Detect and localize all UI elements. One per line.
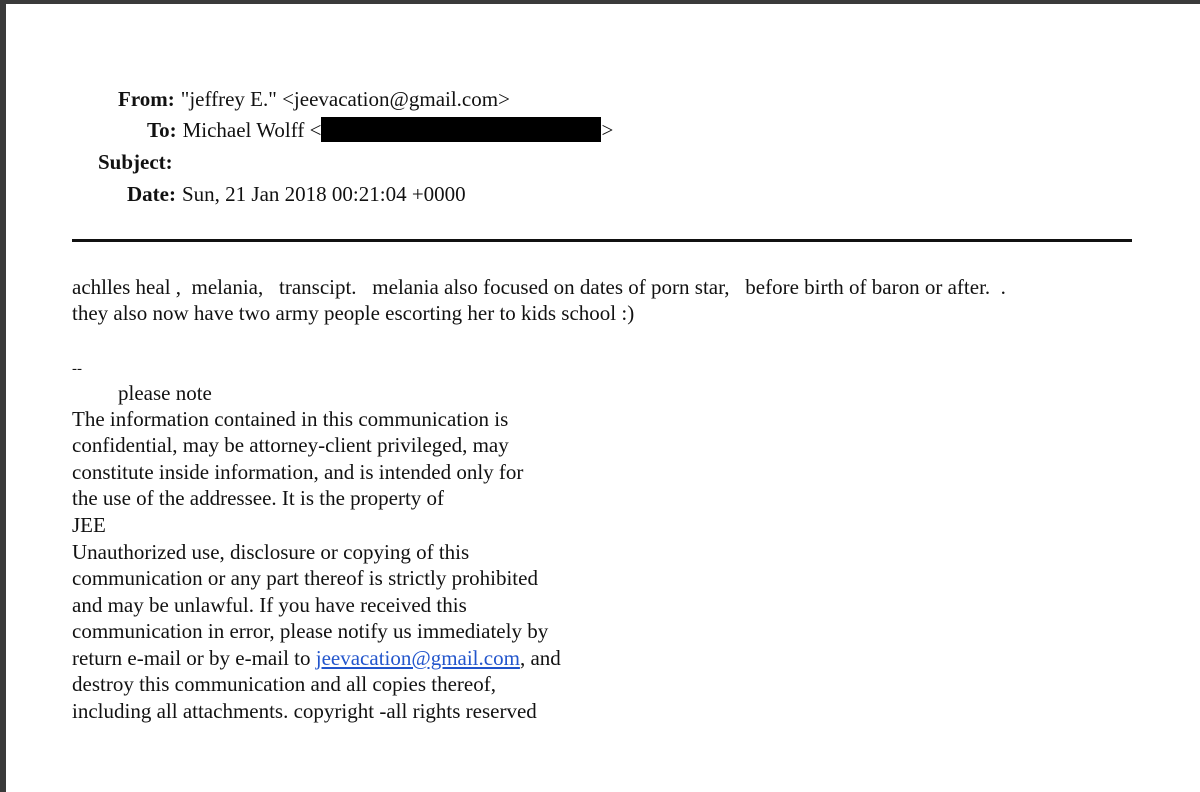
signature-separator: -- xyxy=(72,361,82,377)
disclaimer-line: confidential, may be attorney-client privileged, may xyxy=(72,433,509,457)
disclaimer-line: the use of the addressee. It is the property of xyxy=(72,486,445,510)
disclaimer-line: communication in error, please notify us immediately by xyxy=(72,619,549,643)
from-value: "jeffrey E." <jeevacation@gmail.com> xyxy=(180,87,510,111)
message-line: achlles heal , melania, transcipt. melania also focused on dates of porn star, before birth of baron or after. . xyxy=(72,275,1006,299)
disclaimer-line: JEE xyxy=(72,513,106,537)
to-label: To: xyxy=(147,118,177,142)
disclaimer-line: Unauthorized use, disclosure or copying of this xyxy=(72,540,470,564)
email-link[interactable]: jeevacation@gmail.com xyxy=(315,646,520,670)
disclaimer-line: The information contained in this communication is xyxy=(72,407,509,431)
disclaimer-line: including all attachments. copyright -all rights reserved xyxy=(72,699,537,723)
subject-row xyxy=(98,150,179,174)
date-label: Date: xyxy=(127,182,176,206)
date-row xyxy=(127,182,466,206)
disclaimer-line: communication or any part thereof is strictly prohibited xyxy=(72,566,538,590)
disclaimer-line: destroy this communication and all copies thereof, xyxy=(72,672,496,696)
redaction-bar xyxy=(321,117,601,142)
disclaimer-line xyxy=(72,645,561,672)
return-email-suffix: , and xyxy=(519,646,561,670)
return-email-prefix: return e-mail or by e-mail to xyxy=(72,646,316,670)
document-page xyxy=(6,4,1200,792)
disclaimer-line: constitute inside information, and is intended only for xyxy=(72,460,524,484)
to-close-bracket: > xyxy=(601,118,614,142)
message-line: they also now have two army people escorting her to kids school :) xyxy=(72,301,635,325)
disclaimer-line: and may be unlawful. If you have received this xyxy=(72,593,467,617)
subject-label: Subject: xyxy=(98,150,173,174)
header-divider xyxy=(72,239,1132,242)
please-note: please note xyxy=(118,381,212,405)
to-row xyxy=(147,117,613,142)
from-row xyxy=(118,87,510,111)
date-value: Sun, 21 Jan 2018 00:21:04 +0000 xyxy=(181,182,466,206)
from-label: From: xyxy=(118,87,175,111)
to-value: Michael Wolff < xyxy=(182,118,322,142)
